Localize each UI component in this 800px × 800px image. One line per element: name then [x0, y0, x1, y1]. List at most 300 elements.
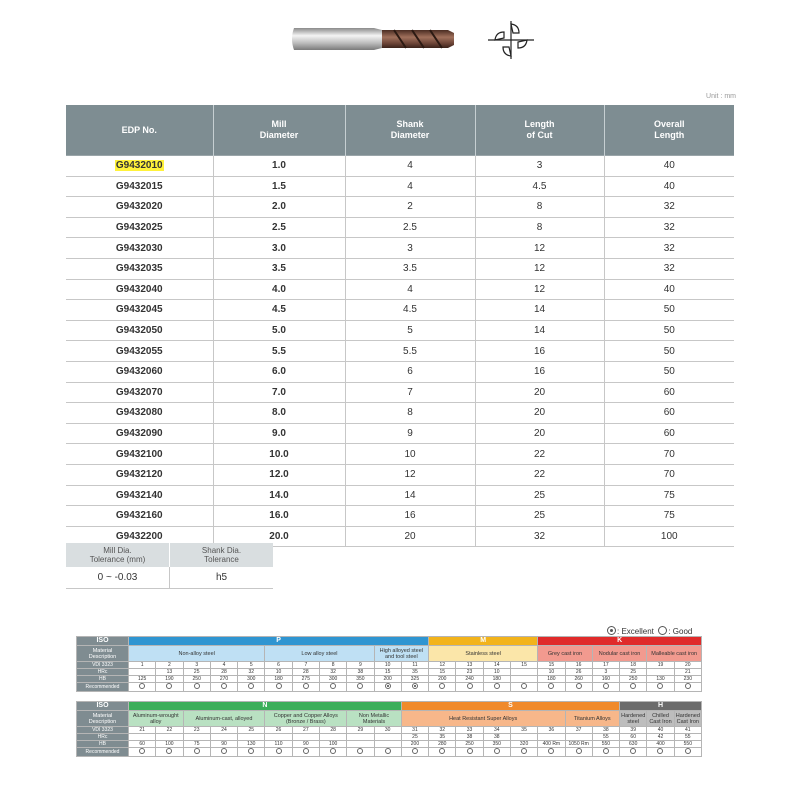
row-label: VDI 3323	[77, 727, 129, 734]
recommended-cell	[565, 683, 592, 692]
mill-diameter-cell: 3.5	[213, 258, 345, 279]
table-row	[66, 320, 734, 341]
material-description: Chilled Cast Iron	[647, 711, 674, 727]
iso-group-p: P	[129, 637, 429, 646]
hrc-cell: 38	[456, 734, 483, 741]
overall-length-cell: 60	[604, 403, 734, 424]
hb-cell	[374, 741, 401, 748]
length-of-cut-cell: 4.5	[475, 176, 604, 197]
good-circle-icon	[494, 748, 500, 754]
hrc-cell: 26	[565, 669, 592, 676]
recommended-cell	[319, 683, 346, 692]
recommended-cell	[401, 683, 428, 692]
hrc-cell: 13	[156, 669, 183, 676]
hb-cell: 90	[210, 741, 237, 748]
recommended-cell	[592, 683, 619, 692]
hb-cell: 110	[265, 741, 292, 748]
hb-cell: 280	[429, 741, 456, 748]
edp-no-cell: G9432120	[66, 464, 213, 485]
good-circle-icon	[548, 683, 554, 689]
vdi-cell: 27	[292, 727, 319, 734]
recommended-cell	[374, 683, 401, 692]
hb-cell: 100	[319, 741, 346, 748]
overall-length-cell: 70	[604, 444, 734, 465]
vdi-cell: 24	[210, 727, 237, 734]
overall-length-cell: 40	[604, 279, 734, 300]
mill-diameter-cell: 2.5	[213, 217, 345, 238]
mill-diameter-cell: 20.0	[213, 526, 345, 547]
table-row	[66, 258, 734, 279]
hrc-cell: 55	[592, 734, 619, 741]
good-circle-icon	[276, 683, 282, 689]
recommended-row	[77, 748, 702, 757]
vdi-cell: 37	[565, 727, 592, 734]
hrc-cell: 10	[265, 669, 292, 676]
table-row	[66, 341, 734, 362]
good-circle-icon	[521, 683, 527, 689]
vdi-cell: 32	[429, 727, 456, 734]
hb-cell: 75	[183, 741, 210, 748]
legend-good: : Good	[668, 627, 693, 636]
material-description: Non-alloy steel	[129, 646, 265, 662]
recommended-cell	[456, 748, 483, 757]
recommended-cell	[129, 683, 156, 692]
hrc-cell: 25	[401, 734, 428, 741]
good-circle-icon	[330, 683, 336, 689]
edp-no-cell: G9432070	[66, 382, 213, 403]
length-of-cut-cell: 22	[475, 444, 604, 465]
table-row	[66, 279, 734, 300]
vdi-cell: 6	[265, 662, 292, 669]
mill-diameter-cell: 5.0	[213, 320, 345, 341]
table-row	[66, 156, 734, 177]
vdi-cell: 22	[156, 727, 183, 734]
material-description: Copper and Copper Alloys (Bronze / Brass)	[265, 711, 347, 727]
vdi-cell: 3	[183, 662, 210, 669]
hb-cell: 550	[674, 741, 701, 748]
hb-cell: 400	[647, 741, 674, 748]
shank-diameter-cell: 10	[345, 444, 475, 465]
row-label: Material Description	[77, 646, 129, 662]
overall-length-cell: 75	[604, 506, 734, 527]
vdi-cell: 25	[238, 727, 265, 734]
table-row	[66, 217, 734, 238]
recommended-cell	[292, 683, 319, 692]
material-description: Non Metallic Materials	[347, 711, 402, 727]
mill-diameter-cell: 7.0	[213, 382, 345, 403]
recommended-cell	[592, 748, 619, 757]
edp-no-cell: G9432025	[66, 217, 213, 238]
end-mill-spec-table	[66, 105, 734, 547]
recommended-cell	[538, 683, 565, 692]
table-row	[66, 506, 734, 527]
hrc-cell	[210, 734, 237, 741]
hb-cell: 100	[156, 741, 183, 748]
good-circle-icon	[439, 748, 445, 754]
length-of-cut-cell: 16	[475, 361, 604, 382]
vdi-cell: 21	[129, 727, 156, 734]
vdi-cell: 20	[674, 662, 701, 669]
length-of-cut-cell: 25	[475, 506, 604, 527]
vdi-cell: 17	[592, 662, 619, 669]
table-row	[66, 197, 734, 218]
vdi-cell: 35	[510, 727, 537, 734]
table-row	[66, 444, 734, 465]
good-circle-icon	[139, 683, 145, 689]
hrc-cell: 28	[292, 669, 319, 676]
material-description: Low alloy steel	[265, 646, 374, 662]
vdi-cell: 14	[483, 662, 510, 669]
good-circle-icon	[303, 683, 309, 689]
recommended-cell	[674, 748, 701, 757]
length-of-cut-cell: 12	[475, 258, 604, 279]
overall-length-cell: 50	[604, 300, 734, 321]
good-circle-icon	[657, 683, 663, 689]
length-of-cut-cell: 20	[475, 382, 604, 403]
iso-group-k: K	[538, 637, 702, 646]
table-row	[66, 423, 734, 444]
material-description: Hardened Cast Iron	[675, 712, 700, 725]
hb-row	[77, 741, 702, 748]
recommended-cell	[238, 683, 265, 692]
row-label: HRc	[77, 734, 129, 741]
good-circle-icon	[412, 748, 418, 754]
hb-cell: 630	[620, 741, 647, 748]
excellent-circle-icon	[607, 626, 616, 635]
length-of-cut-cell: 32	[475, 526, 604, 547]
hb-cell: 250	[456, 741, 483, 748]
excellent-circle-icon	[412, 683, 418, 689]
row-label: VDI 3323	[77, 662, 129, 669]
recommended-cell	[538, 748, 565, 757]
row-label: Recommended	[77, 748, 129, 757]
vdi-cell: 34	[483, 727, 510, 734]
hb-cell: 60	[129, 741, 156, 748]
header-edp-no: EDP No.	[66, 105, 213, 156]
recommended-row	[77, 683, 702, 692]
vdi-cell: 4	[210, 662, 237, 669]
shank-diameter-cell: 12	[345, 464, 475, 485]
recommended-cell	[456, 683, 483, 692]
material-description: Aluminum-cast, alloyed	[183, 711, 265, 727]
shank-diameter-cell: 3.5	[345, 258, 475, 279]
edp-no-cell: G9432080	[66, 403, 213, 424]
recommended-cell	[292, 748, 319, 757]
iso-group-h: H	[620, 702, 702, 711]
mill-diameter-cell: 1.0	[213, 156, 345, 177]
recommended-cell	[401, 748, 428, 757]
iso-group-s: S	[401, 702, 619, 711]
vdi-cell: 40	[647, 727, 674, 734]
length-of-cut-cell: 14	[475, 300, 604, 321]
good-circle-icon	[303, 748, 309, 754]
recommended-cell	[156, 748, 183, 757]
good-circle-icon	[603, 683, 609, 689]
overall-length-cell: 40	[604, 176, 734, 197]
length-of-cut-cell: 8	[475, 197, 604, 218]
shank-diameter-cell: 8	[345, 403, 475, 424]
recommended-cell	[510, 683, 537, 692]
edp-no-cell: G9432140	[66, 485, 213, 506]
shank-diameter-cell: 9	[345, 423, 475, 444]
hrc-cell: 23	[456, 669, 483, 676]
iso-material-chart-nsh	[76, 701, 702, 757]
hrc-cell: 10	[483, 669, 510, 676]
hrc-cell	[510, 669, 537, 676]
tolerance-table	[66, 543, 273, 589]
good-circle-icon	[576, 683, 582, 689]
header-overall-length: Overall Length	[604, 105, 734, 156]
hb-cell: 300	[238, 676, 265, 683]
good-circle-icon	[166, 748, 172, 754]
edp-no-cell: G9432010	[66, 156, 213, 177]
vdi-cell: 9	[347, 662, 374, 669]
hrc-cell	[374, 734, 401, 741]
recommended-cell	[674, 683, 701, 692]
row-label: ISO	[77, 637, 129, 646]
hrc-cell: 35	[429, 734, 456, 741]
hb-cell: 125	[129, 676, 156, 683]
shank-diameter-cell: 2	[345, 197, 475, 218]
mill-dia-tolerance-value: 0 ~ -0.03	[66, 567, 170, 589]
end-mill-image	[290, 20, 460, 58]
iso-group-m: M	[429, 637, 538, 646]
good-circle-icon	[630, 683, 636, 689]
hb-cell: 130	[647, 676, 674, 683]
good-circle-icon	[330, 748, 336, 754]
hrc-cell: 55	[674, 734, 701, 741]
mill-diameter-cell: 12.0	[213, 464, 345, 485]
hb-cell: 320	[510, 741, 537, 748]
good-circle-icon	[657, 748, 663, 754]
hrc-cell	[129, 734, 156, 741]
hb-cell: 350	[347, 676, 374, 683]
hb-cell: 325	[401, 676, 428, 683]
good-circle-icon	[385, 748, 391, 754]
recommended-cell	[347, 748, 374, 757]
good-circle-icon	[248, 748, 254, 754]
spec-table-header	[66, 105, 734, 156]
hb-cell: 200	[374, 676, 401, 683]
table-row	[66, 238, 734, 259]
unit-note: Unit : mm	[706, 93, 736, 100]
good-circle-icon	[603, 748, 609, 754]
recommended-cell	[429, 683, 456, 692]
table-row	[66, 361, 734, 382]
good-circle-icon	[685, 683, 691, 689]
material-description: Titanium Alloys	[565, 711, 620, 727]
vdi-cell: 41	[674, 727, 701, 734]
good-circle-icon	[248, 683, 254, 689]
good-circle-icon	[467, 683, 473, 689]
hrc-cell: 10	[538, 669, 565, 676]
flute-cross-section-icon	[486, 20, 536, 60]
edp-no-cell: G9432015	[66, 176, 213, 197]
hb-cell: 1050 Rm	[565, 741, 592, 748]
edp-no-cell: G9432045	[66, 300, 213, 321]
legend-excellent: : Excellent	[617, 627, 654, 636]
hrc-cell	[156, 734, 183, 741]
hb-cell: 190	[156, 676, 183, 683]
hrc-cell: 15	[429, 669, 456, 676]
recommended-cell	[510, 748, 537, 757]
hrc-cell	[292, 734, 319, 741]
recommended-cell	[483, 683, 510, 692]
edp-no-cell: G9432200	[66, 526, 213, 547]
hrc-cell: 38	[483, 734, 510, 741]
good-circle-icon	[439, 683, 445, 689]
hrc-cell: 60	[620, 734, 647, 741]
recommended-cell	[483, 748, 510, 757]
overall-length-cell: 70	[604, 464, 734, 485]
hrc-cell	[347, 734, 374, 741]
recommended-cell	[620, 748, 647, 757]
mill-diameter-cell: 14.0	[213, 485, 345, 506]
hb-cell: 180	[265, 676, 292, 683]
hrc-cell: 25	[620, 669, 647, 676]
edp-no-cell: G9432100	[66, 444, 213, 465]
hrc-cell	[510, 734, 537, 741]
recommended-cell	[156, 683, 183, 692]
good-circle-icon	[548, 748, 554, 754]
vdi-cell: 38	[592, 727, 619, 734]
hb-cell: 160	[592, 676, 619, 683]
edp-no-cell: G9432050	[66, 320, 213, 341]
hrc-row	[77, 734, 702, 741]
shank-diameter-cell: 7	[345, 382, 475, 403]
recommended-cell	[374, 748, 401, 757]
vdi-cell: 10	[374, 662, 401, 669]
recommended-cell	[183, 748, 210, 757]
hrc-cell: 15	[374, 669, 401, 676]
header-length-of-cut: Length of Cut	[475, 105, 604, 156]
recommended-cell	[647, 748, 674, 757]
length-of-cut-cell: 22	[475, 464, 604, 485]
recommended-cell	[347, 683, 374, 692]
hb-cell: 275	[292, 676, 319, 683]
vdi-cell: 30	[374, 727, 401, 734]
mill-diameter-cell: 6.0	[213, 361, 345, 382]
overall-length-cell: 50	[604, 320, 734, 341]
shank-diameter-cell: 6	[345, 361, 475, 382]
good-circle-icon	[494, 683, 500, 689]
edp-no-cell: G9432040	[66, 279, 213, 300]
hb-cell: 130	[238, 741, 265, 748]
iso-material-chart-pmk	[76, 636, 702, 692]
recommended-cell	[429, 748, 456, 757]
recommended-cell	[620, 683, 647, 692]
hrc-cell	[647, 669, 674, 676]
vdi-cell: 29	[347, 727, 374, 734]
hb-cell: 180	[538, 676, 565, 683]
mill-diameter-cell: 16.0	[213, 506, 345, 527]
material-description: Malleable cast iron	[647, 646, 702, 662]
table-row	[66, 382, 734, 403]
header-shank-dia-tolerance: Shank Dia. Tolerance	[170, 543, 274, 567]
overall-length-cell: 32	[604, 217, 734, 238]
vdi-cell: 2	[156, 662, 183, 669]
edp-no-cell: G9432160	[66, 506, 213, 527]
shank-diameter-cell: 3	[345, 238, 475, 259]
length-of-cut-cell: 16	[475, 341, 604, 362]
mill-diameter-cell: 4.5	[213, 300, 345, 321]
recommended-cell	[238, 748, 265, 757]
good-circle-icon	[194, 748, 200, 754]
iso-group-row	[77, 702, 702, 711]
vdi-cell: 26	[265, 727, 292, 734]
row-label: HB	[77, 741, 129, 748]
hrc-cell	[265, 734, 292, 741]
length-of-cut-cell: 20	[475, 423, 604, 444]
material-description: Stainless steel	[429, 646, 538, 662]
overall-length-cell: 50	[604, 361, 734, 382]
material-description-row	[77, 711, 702, 727]
vdi-cell: 18	[620, 662, 647, 669]
good-circle-icon	[357, 748, 363, 754]
hb-cell: 400 Rm	[538, 741, 565, 748]
overall-length-cell: 60	[604, 382, 734, 403]
overall-length-cell: 75	[604, 485, 734, 506]
hrc-cell: 35	[401, 669, 428, 676]
shank-diameter-cell: 20	[345, 526, 475, 547]
vdi-cell: 15	[538, 662, 565, 669]
vdi-row	[77, 662, 702, 669]
row-label: HB	[77, 676, 129, 683]
vdi-cell: 11	[401, 662, 428, 669]
recommended-cell	[265, 683, 292, 692]
recommended-cell	[129, 748, 156, 757]
shank-diameter-cell: 4	[345, 156, 475, 177]
edp-no-cell: G9432060	[66, 361, 213, 382]
vdi-cell: 13	[456, 662, 483, 669]
good-circle-icon	[166, 683, 172, 689]
shank-diameter-cell: 14	[345, 485, 475, 506]
hb-cell: 250	[620, 676, 647, 683]
hb-cell: 260	[565, 676, 592, 683]
vdi-cell: 12	[429, 662, 456, 669]
vdi-cell: 7	[292, 662, 319, 669]
vdi-cell: 28	[319, 727, 346, 734]
hrc-cell	[538, 734, 565, 741]
overall-length-cell: 32	[604, 238, 734, 259]
length-of-cut-cell: 25	[475, 485, 604, 506]
table-row	[66, 485, 734, 506]
mill-diameter-cell: 9.0	[213, 423, 345, 444]
excellent-circle-icon	[385, 683, 391, 689]
overall-length-cell: 60	[604, 423, 734, 444]
vdi-cell: 5	[238, 662, 265, 669]
hrc-cell: 28	[210, 669, 237, 676]
hb-cell: 90	[292, 741, 319, 748]
shank-diameter-cell: 4.5	[345, 300, 475, 321]
hrc-cell: 25	[183, 669, 210, 676]
hb-cell: 200	[401, 741, 428, 748]
hb-cell: 300	[319, 676, 346, 683]
overall-length-cell: 32	[604, 258, 734, 279]
recommendation-legend	[607, 626, 692, 636]
mill-diameter-cell: 8.0	[213, 403, 345, 424]
hrc-cell: 32	[238, 669, 265, 676]
shank-diameter-cell: 4	[345, 176, 475, 197]
material-description-row	[77, 646, 702, 662]
vdi-cell: 36	[538, 727, 565, 734]
vdi-cell: 15	[510, 662, 537, 669]
shank-diameter-cell: 5.5	[345, 341, 475, 362]
recommended-cell	[183, 683, 210, 692]
material-description: Heat Resistant Super Alloys	[401, 711, 565, 727]
hb-cell: 350	[483, 741, 510, 748]
overall-length-cell: 32	[604, 197, 734, 218]
